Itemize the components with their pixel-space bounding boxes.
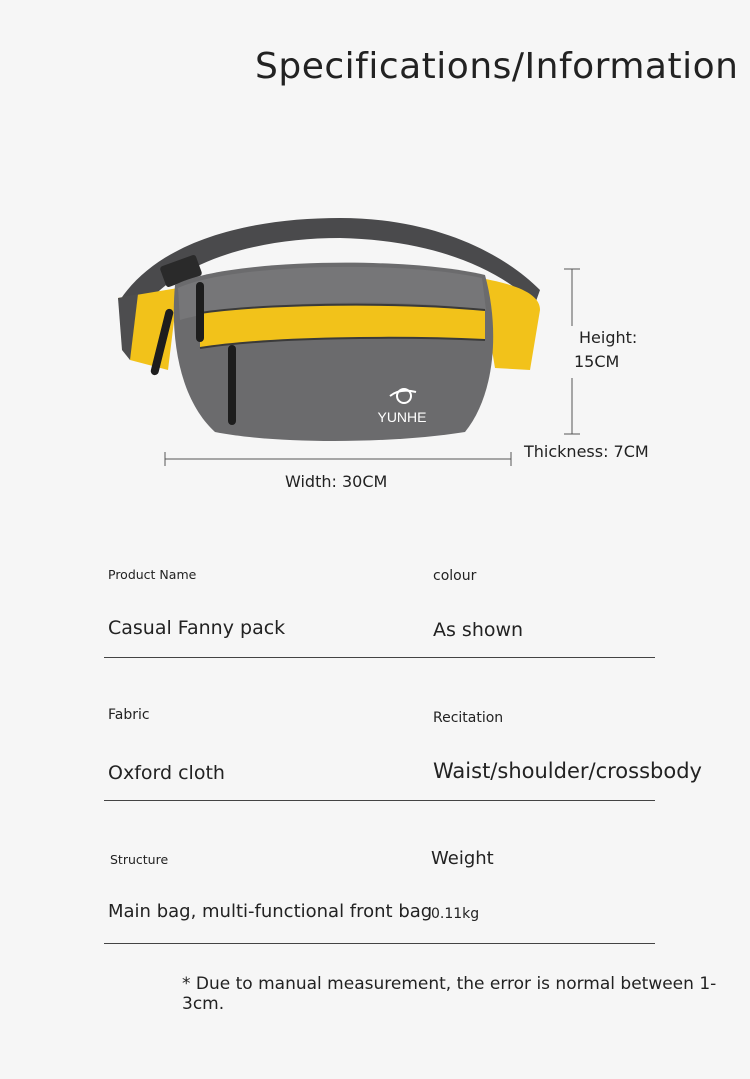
height-label: Height: (579, 328, 638, 347)
spec-label-structure: Structure (110, 852, 169, 867)
spec-label-recitation: Recitation (433, 710, 504, 726)
spec-value-fabric: Oxford cloth (108, 762, 225, 784)
svg-text:YUNHE: YUNHE (377, 409, 427, 425)
measurement-note: * Due to manual measurement, the error is normal between 1-3cm. (182, 974, 717, 1014)
spec-divider (104, 943, 655, 944)
spec-value-product-name: Casual Fanny pack (108, 617, 286, 639)
spec-label-product-name: Product Name (108, 567, 197, 582)
spec-value-recitation: Waist/shoulder/crossbody (433, 759, 702, 783)
spec-value-colour: As shown (433, 619, 524, 641)
spec-label-fabric: Fabric (108, 707, 150, 723)
spec-label-colour: colour (433, 568, 477, 584)
spec-label-weight: Weight (431, 848, 494, 869)
spec-divider (104, 657, 655, 658)
spec-divider (104, 800, 655, 801)
width-label: Width: 30CM (285, 472, 388, 491)
spec-value-structure: Main bag, multi-functional front bag (108, 901, 433, 922)
height-value: 15CM (574, 352, 620, 371)
page-title: Specifications/Information (255, 46, 739, 87)
thickness-label: Thickness: 7CM (524, 442, 649, 461)
spec-value-weight: 0.11kg (431, 906, 480, 922)
